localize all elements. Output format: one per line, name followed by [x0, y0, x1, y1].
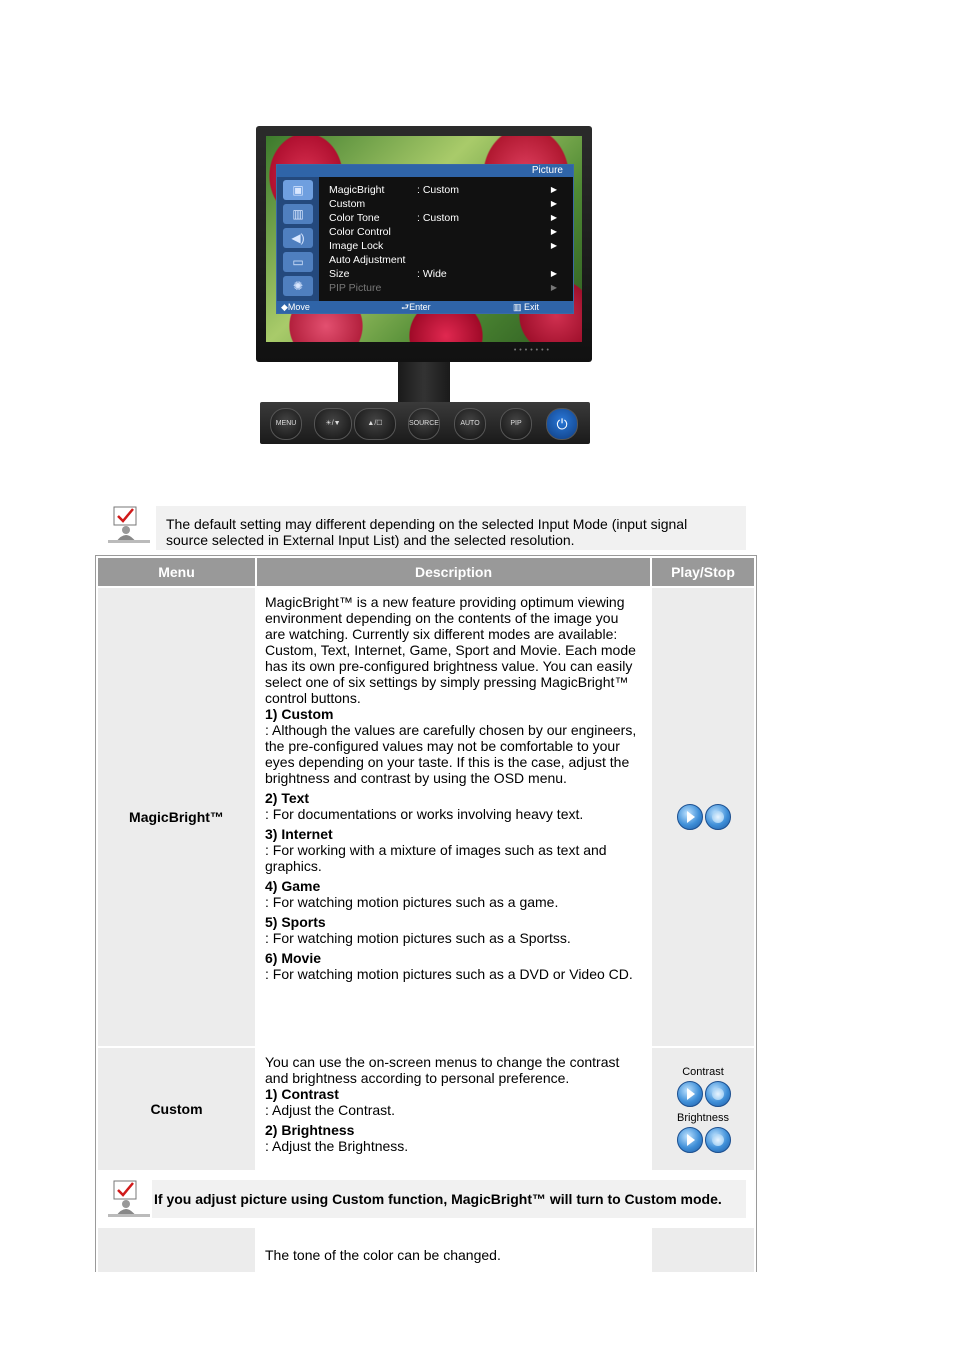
- osd-menu: [276, 164, 574, 314]
- osd-item: Auto Adjustment: [329, 254, 406, 266]
- settings-table: [95, 555, 757, 1272]
- monitor-button-bar: [260, 402, 590, 444]
- speaker-icon: ◀): [283, 228, 313, 248]
- arrow-right-icon: ▶: [550, 227, 557, 236]
- header-play-stop: Play/Stop: [652, 558, 754, 586]
- custom-item-description: : Adjust the Brightness.: [265, 1138, 409, 1154]
- magicbright-play-stop[interactable]: [675, 804, 731, 830]
- custom-item-title: 1) Contrast: [265, 1086, 339, 1102]
- play-custom: [652, 1048, 754, 1170]
- mode-title: 3) Internet: [265, 826, 333, 842]
- monitor-screen: [266, 136, 582, 342]
- osd-sidebar: [277, 177, 319, 301]
- custom-item-title: 2) Brightness: [265, 1122, 355, 1138]
- arrow-right-icon: ▶: [550, 185, 557, 194]
- play-icon[interactable]: [677, 1081, 703, 1107]
- auto-button[interactable]: AUTO: [454, 408, 486, 440]
- power-button[interactable]: ⏻: [546, 408, 578, 440]
- osd-item: Custom ▶: [329, 198, 557, 210]
- note-icon: [106, 506, 152, 544]
- mode-description: : For working with a mixture of images such as text and graphics.: [265, 842, 607, 874]
- header-description: Description: [257, 558, 650, 586]
- monitor-illustration: [256, 126, 592, 444]
- description-color-tone: [257, 1228, 650, 1272]
- monitor-bezel: [256, 126, 592, 362]
- mode-title: 4) Game: [265, 878, 321, 894]
- custom-intro: You can use the on-screen menus to change the contrast and brightness according to personal preference.: [265, 1054, 620, 1086]
- color-icon: ▥: [283, 204, 313, 224]
- brightness-down-button[interactable]: ☀/▼: [314, 408, 352, 440]
- pip-icon: ▭: [283, 252, 313, 272]
- osd-item: MagicBright : Custom ▶: [329, 184, 557, 196]
- play-magicbright: [652, 588, 754, 1046]
- up-source-button[interactable]: ▲/☐: [354, 408, 396, 440]
- osd-item-list: [329, 183, 569, 295]
- osd-title: Picture: [277, 165, 573, 177]
- osd-footer: [277, 301, 573, 313]
- play-color-tone: [652, 1228, 754, 1272]
- bezel-indicator-dots: •••••••: [513, 347, 552, 354]
- osd-footer-exit: ▥ Exit: [513, 302, 540, 312]
- magicbright-intro: MagicBright™ is a new feature providing optimum viewing environment depending on the contents of the image you are watching. Currently six different modes are available: Custom, Text, Internet, Game, Sport and Movie. Each mode has its own pre-configured brightness value. You can easily select one of six settings by simply pressing MagicBright™ control buttons.: [265, 594, 636, 706]
- arrow-right-icon: ▶: [550, 213, 557, 222]
- mode-title: 1) Custom: [265, 706, 334, 722]
- mode-title: 5) Sports: [265, 914, 326, 930]
- mode-title: 2) Text: [265, 790, 310, 806]
- mode-title: 6) Movie: [265, 950, 322, 966]
- mode-description: : For documentations or works involving heavy text.: [265, 806, 584, 822]
- play-icon[interactable]: [677, 1127, 703, 1153]
- note-text: The default setting may different depending on the selected Input Mode (input signal source selected in External Input List) and the selected resolution.: [166, 516, 688, 548]
- custom-mode-note: [152, 1180, 746, 1218]
- menu-custom: Custom: [98, 1048, 255, 1170]
- gear-icon: ✺: [283, 276, 313, 296]
- brightness-play-stop[interactable]: [675, 1127, 731, 1153]
- osd-item: Size : Wide ▶: [329, 268, 557, 280]
- osd-item: Color Control ▶: [329, 226, 557, 238]
- mode-description: : For watching motion pictures such as a DVD or Video CD.: [265, 966, 633, 982]
- osd-item: Image Lock ▶: [329, 240, 557, 252]
- brightness-label: Brightness: [677, 1112, 729, 1124]
- osd-footer-move: ◆Move: [281, 302, 310, 312]
- arrow-right-icon: ▶: [550, 269, 557, 278]
- description-magicbright: [257, 588, 650, 1046]
- arrow-right-icon: ▶: [550, 199, 557, 208]
- contrast-play-stop[interactable]: [675, 1081, 731, 1107]
- source-button[interactable]: SOURCE: [408, 408, 440, 440]
- contrast-label: Contrast: [682, 1066, 724, 1078]
- arrow-right-icon: ▶: [550, 283, 557, 292]
- custom-item-description: : Adjust the Contrast.: [265, 1102, 395, 1118]
- description-custom: [257, 1048, 650, 1170]
- picture-icon: ▣: [283, 180, 313, 200]
- menu-color-tone: [98, 1228, 255, 1272]
- osd-item: PIP Picture ▶: [329, 282, 557, 294]
- stop-icon[interactable]: [705, 804, 731, 830]
- stop-icon[interactable]: [705, 1127, 731, 1153]
- stop-icon[interactable]: [705, 1081, 731, 1107]
- note-text: If you adjust picture using Custom function, MagicBright™ will turn to Custom mode.: [154, 1191, 722, 1207]
- color-tone-description: The tone of the color can be changed.: [265, 1247, 501, 1263]
- mode-description: : Although the values are carefully chosen by our engineers, the pre-configured values may not be comfortable to your eyes depending on your taste. If this is the case, adjust the brightness and contrast by using the OSD menu.: [265, 722, 637, 786]
- menu-magicbright: MagicBright™: [98, 588, 255, 1046]
- monitor-stand-neck: [398, 362, 450, 402]
- osd-item: Color Tone : Custom ▶: [329, 212, 557, 224]
- pip-button[interactable]: PIP: [500, 408, 532, 440]
- play-icon[interactable]: [677, 804, 703, 830]
- note-icon: [106, 1180, 152, 1218]
- header-menu: Menu: [98, 558, 255, 586]
- menu-button[interactable]: MENU: [270, 408, 302, 440]
- osd-footer-enter: ⮐Enter: [401, 302, 431, 312]
- note-box: [156, 506, 746, 550]
- mode-description: : For watching motion pictures such as a Sportss.: [265, 930, 571, 946]
- arrow-right-icon: ▶: [550, 241, 557, 250]
- mode-description: : For watching motion pictures such as a game.: [265, 894, 559, 910]
